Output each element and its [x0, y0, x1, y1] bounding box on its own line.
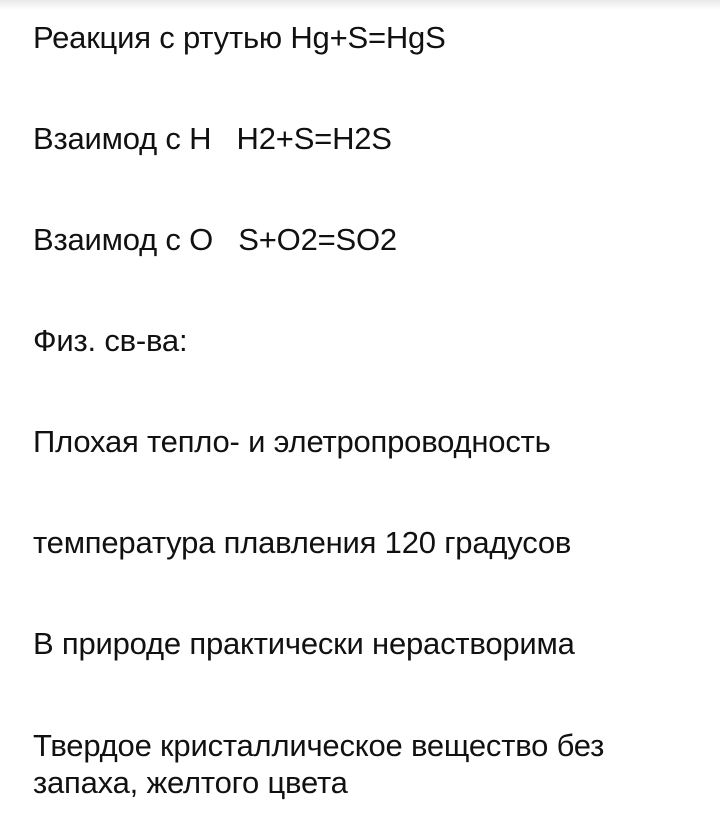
- note-line-oxygen-reaction: Взаимод с О S+O2=SO2: [33, 222, 397, 257]
- note-line-mercury-reaction: Реакция с ртутью Hg+S=HgS: [33, 20, 446, 55]
- note-line-melting-point: температура плавления 120 градусов: [33, 525, 572, 560]
- note-line-solubility: В природе практически нерастворима: [33, 626, 575, 661]
- note-line-physical-properties-heading: Физ. св-ва:: [33, 323, 188, 358]
- note-line-appearance: Твердое кристаллическое вещество без запаха, желтого цвета: [33, 728, 605, 800]
- note-line-hydrogen-reaction: Взаимод с Н H2+S=H2S: [33, 121, 392, 156]
- note-body: [33, 20, 693, 801]
- note-line-conductivity: Плохая тепло- и элетропроводность: [33, 424, 551, 459]
- top-edge-shadow: [0, 0, 720, 10]
